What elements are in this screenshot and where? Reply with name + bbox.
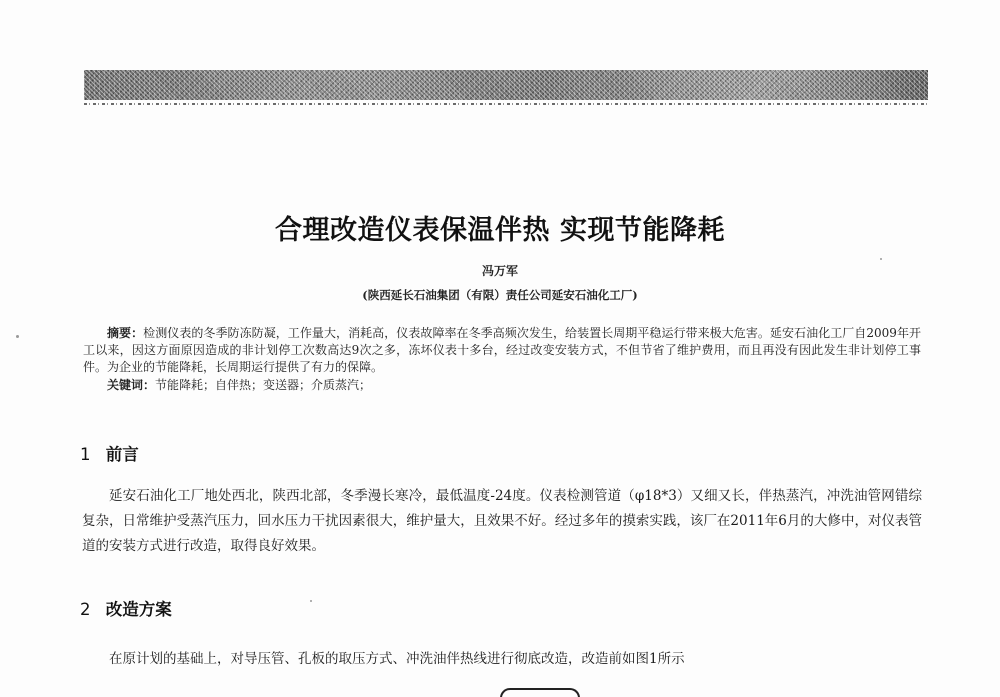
section-number: 1 [80, 445, 91, 464]
keywords-text: 节能降耗；自伴热；变送器；介质蒸汽； [155, 378, 372, 392]
plan-paragraph: 在原计划的基础上，对导压管、孔板的取压方式、冲洗油伴热线进行彻底改造，改造前如图1所示 [109, 651, 685, 667]
section-heading-introduction [80, 441, 139, 465]
abstract-block [83, 325, 921, 394]
section-number: 2 [80, 600, 91, 619]
section-title: 前言 [105, 445, 139, 464]
abstract-paragraph [83, 325, 921, 376]
article-title: 合理改造仪表保温伴热 实现节能降耗 [275, 215, 725, 246]
scan-speck [880, 258, 882, 260]
scan-speck [16, 335, 19, 338]
abstract-label: 摘要： [107, 326, 144, 340]
figure-frame-top [500, 688, 580, 697]
header-divider [84, 103, 928, 105]
introduction-paragraph: 延安石油化工厂地处西北，陕西北部，冬季漫长寒冷，最低温度-24度。仪表检测管道（φ18*3）又细又长，伴热蒸汽，冲洗油管网错综复杂，日常维护受蒸汽压力，回水压力干扰因素很大，维护量大，且效果不好。经过多年的摸索实践，该厂在2011年6月的大修中，对仪表管道的安装方式进行改造，取得良好效果。 [82, 488, 922, 554]
section-title: 改造方案 [105, 600, 172, 619]
journal-header-band [84, 70, 928, 100]
keywords-label: 关键词： [107, 378, 156, 392]
keywords-line [83, 377, 921, 394]
scan-speck [310, 600, 312, 602]
author-affiliation: (陕西延长石油集团（有限）责任公司延安石油化工厂) [362, 288, 638, 302]
abstract-text: 检测仪表的冬季防冻防凝，工作量大，消耗高，仪表故障率在冬季高频次发生，给装置长周期平稳运行带来极大危害。延安石油化工厂自2009年开工以来，因这方面原因造成的非计划停工次数高达9次之多，冻坏仪表十多台，经过改变安装方式，不但节省了维护费用，而且再没有因此发生非计划停工事件。为企业的节能降耗，长周期运行提供了有力的保障。 [83, 326, 921, 374]
author-name: 冯万军 [481, 264, 518, 278]
section-heading-plan [80, 596, 172, 620]
